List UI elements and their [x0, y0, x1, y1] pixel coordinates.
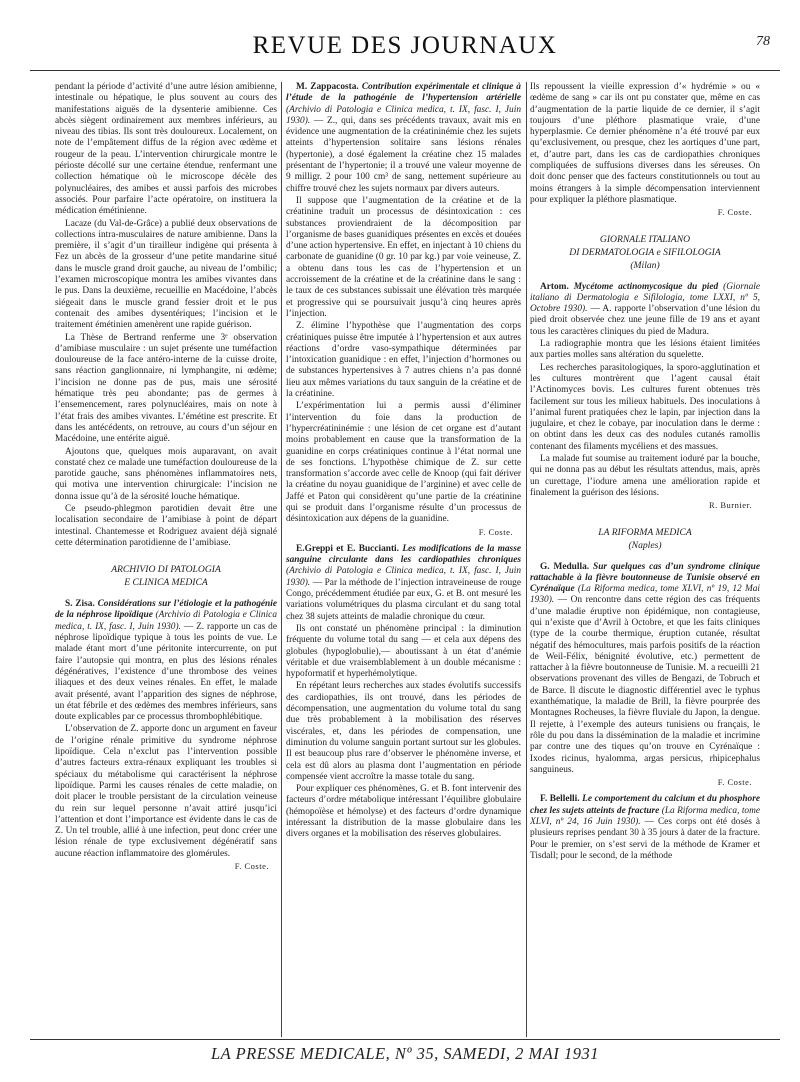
- article: [286, 544, 521, 623]
- signature: F. Coste.: [478, 526, 513, 537]
- paragraph: La radiographie montra que les lésions étaient limitées aux parties molles sans altération du squelette.: [530, 339, 760, 361]
- section-city: (Naples): [628, 539, 662, 551]
- article-lead: — Z., qui, dans ses précédents travaux, avait mis en évidence une augmentation de la créatininémie chez les sujets atteints d’hypertension solitaire sans lésions rénales (hypertonie), a dosé également la créatine chez 15 malades présentant de l’hypertonie; il a trouvé une valeur moyenne de 9 milligr. 2 pour 100 cm³ de sang, nettement supérieure au chiffre trouvé chez les sujets normaux par divers auteurs.: [286, 115, 521, 194]
- article-author: S. Zisa.: [65, 599, 95, 610]
- section-rubric: DI DERMATOLOGIA e SIFILOLOGIA: [569, 246, 721, 258]
- article-author: E.Greppi et E. Buccianti.: [296, 543, 399, 554]
- journal-section-heading: [55, 563, 277, 589]
- paragraph: Ils ont constaté un phénomène principal : la diminution fréquente du volume total du sang — et cela aux dépens des globules (hypoglobulie),— aboutissant à un état d’anémie véritable et due vraisemblablement à un double mécanisme : hypoformatif et hyperhémolytique.: [286, 623, 521, 680]
- paragraph: Pour expliquer ces phénomènes, G. et B. font intervenir des facteurs d’ordre métabolique intéressant l’équilibre globulaire (hémopoïèse et hémolyse) et des facteurs d’ordre dynamique intéressant la distribution de la masse globulaire dans les divers organes et la mobilisation des réserves globulaires.: [286, 784, 521, 840]
- article-author: M. Zappacosta.: [296, 82, 359, 92]
- journal-section-title: REVUE DES JOURNAUX: [252, 32, 558, 59]
- paragraph: La malade fut soumise au traitement ioduré par la bouche, qui ne donna pas au début les résultats attendus, mais, après un curettage, l’iodure amena une amélioration rapide et finalement la guérison des lésions.: [530, 454, 760, 498]
- column-left: [55, 82, 277, 1042]
- paragraph: La Thèse de Bertrand renferme une 3ᵉ observation d’amibiase musculaire : un sujet présente une tuméfaction douloureuse de la face antéro-interne de la cuisse droite, sans réaction ganglionnaire, ni lymphangite, ni œdème; l’incision ne donne pas de pus, mais une sérosité hématique très peu abondante; pas de germes à l’ensemencement, rares polynucléaires, mais on note à l’état frais des amibes vivantes. L’émétine est prescrite. Et dans les antécédents, on retrouve, au cours d’un séjour en Macédoine, une entérite aiguë.: [55, 332, 277, 445]
- article-title: Contribution expérimentale et clinique à l’étude de la pathogénie de l’hypertension artérielle: [286, 82, 521, 104]
- article-author: Artom.: [540, 281, 569, 292]
- column-rule: [281, 82, 282, 1037]
- article-lead: — Z. rapporte un cas de néphrose lipoïdique typique à tous les points de vue. Le malade étant mort d’une péritonite intercurrente, on put faire l’autopsie qui montra, en plus des lésions rénales dégénératives, l’existence d’une thrombose des veines iliaques et des deux veines rénales. En effet, le malade avait présenté, avant l’apparition des signes de néphrose, un état fébrile et des œdèmes des membres inférieurs, sans doute explicables par ce processus thrombophlébitique.: [55, 621, 277, 723]
- paragraph: Lacaze (du Val-de-Grâce) a publié deux observations de collections intra-musculaires de nature amibienne. Dans la première, il s’agit d’un tirailleur indigène qui présenta à Fez un abcès de la grosseur d’une petite mandarine situé dans le muscle grand droit gauche, au niveau de l’ombilic; l’examen microscopique montra les amibes vivantes dans le pus. Dans la deuxième, recueillie en Macédoine, l’abcès siégeait dans le muscle grand fessier droit et le pus contenait des amibes dysentériques; l’incision et le traitement émétinien amenèrent une rapide guérison.: [55, 218, 277, 331]
- article-reference: (La Riforma medica, tome XLVI, nº 19, 12 Mai 1930).: [530, 584, 760, 606]
- article-title: Les modifications de la masse sanguine circulante dans les cardiopathies chroniques: [286, 543, 521, 566]
- article-title: Sur quelques cas d’un syndrome clinique rattachable à la fièvre boutonneuse de Tunisie observé en Cyrénaïque: [530, 561, 760, 595]
- article-reference: (Giornale italiano di Dermatologia e Sifilologia, tome LXXI, nº 5, Octobre 1930).: [530, 281, 760, 315]
- article: [530, 794, 760, 862]
- paragraph: pendant la période d’activité d’une autre lésion amibienne, intestinale ou hépatique, le plus souvent au cours des manifestations aiguës de la dysenterie amibienne. Ces abcès siègent ordinairement aux membres inférieurs, au niveau des tibias. Ils sont très douloureux. Localement, on note de l’empâtement diffus de la région avec œdème et rougeur de la peau. L’intervention chirurgicale montre le périoste décollé sur une certaine étendue, renfermant une collection hématique où le microscope décèle des polynucléaires, des amibes et aussi parfois des microbes associés. Pour parfaire l’acte opératoire, on instituera la médication émétinienne.: [55, 82, 277, 217]
- section-name: GIORNALE ITALIANO: [599, 233, 691, 245]
- article: [286, 82, 521, 195]
- article-author: G. Medulla.: [540, 561, 590, 572]
- paragraph: Ils repoussent la vieille expression d’« hydrémie » ou « œdème de sang » car ils ont pu constater que, même en cas d’augmentation de la partie liquide de ce dernier, il s’agit toujours d’une pléthore plasmatique vraie, d’une hyperplasmie. Ce dernier phénomène n’a été trouvé par eux qu’exclusivement, ou presque, chez les aortiques d’une part, et, d’autre part, dans les cas de cardiopathies chroniques compliquées de suffusions diverses dans les séreuses. On doit donc penser que des facteurs constitutionnels ou tout au moins étrangers à la simple décompensation interviennent pour expliquer la pléthore plasmatique.: [530, 82, 760, 205]
- page-footer: [30, 1039, 780, 1063]
- journal-section-heading: [530, 233, 760, 272]
- column-rule: [526, 82, 527, 1037]
- article: [530, 562, 760, 777]
- section-rubric: E CLINICA MEDICA: [124, 577, 208, 589]
- paragraph: Ajoutons que, quelques mois auparavant, on avait constaté chez ce malade une tuméfaction douloureuse de la parotide gauche, sans phénomènes inflammatoires nets, qui motiva une intervention chirurgicale: l’incision ne donna issue qu’à de la sérosité louche hématique.: [55, 446, 277, 502]
- signature: R. Burnier.: [708, 500, 752, 511]
- article-lead: — A. rapporte l’observation d’une lésion du pied droit observée chez une jeune fille de 19 ans et ayant tous les caractères cliniques du pied de Madura.: [530, 304, 760, 337]
- article-lead: — Par la méthode de l’injection intraveineuse de rouge Congo, précédemment étudiée par eux, G. et B. ont mesuré les variations volumétriques du plasma circulant et du sang total chez 38 sujets atteints de maladie chronique du cœur.: [286, 577, 521, 622]
- paragraph: Ce pseudo-phlegmon parotidien devait être une localisation secondaire de l’amibiase à point de départ intestinal. Chantemesse et Rodriguez avaient déjà signalé cette détermination parotidienne de l’amibiase.: [55, 503, 277, 548]
- article: [55, 599, 277, 723]
- article-lead: — On rencontre dans cette région des cas fréquents d’une maladie éruptive non épidémique, non contagieuse, qui n’existe que d’Avril à Octobre, et que les faits cliniques (type de la courbe thermique, éruption cutanée, résultat négatif des hémocultures, mais parfois positifs de la réaction de Weil-Félix, bénignité évolutive, etc.) permettent de rattacher à la fièvre boutonneuse de Tunisie. M. a recueilli 21 observations provenant des villes de Bengazi, de Tobruch et de Barce. Il discute le diagnostic différentiel avec le typhus exanthématique, la maladie de Brill, la fièvre pourprée des Montagnes Rocheuses, la fièvre fluviale du Japon, la dengue. Il rejette, à l’exemple des auteurs tunisiens ou français, le rôle du pou dans la dissémination de la maladie et incrimine par contre une des tiques qu’on trouve en Cyrénaïque : Ixodes ricinus, hyalomma, argas persicus, rhipicephalus sanguineus.: [530, 595, 760, 775]
- article-reference: (La Riforma medica, tome XLVI, nº 24, 16 Juin 1930).: [530, 805, 760, 828]
- article-title: Considérations sur l’étiologie et la pathogénie de la néphrose lipoïdique: [55, 599, 277, 621]
- page-number: 78: [756, 34, 770, 49]
- article-title: Le comportement du calcium et du phosphore chez les sujets atteints de fracture: [530, 794, 760, 816]
- journal-section-heading: [530, 526, 760, 552]
- section-city: (Milan): [630, 259, 660, 271]
- article-reference: (Archivio di Patologia e Clinica medica, t. IX, fasc. I, Juin 1930).: [286, 566, 521, 588]
- signature: F. Coste.: [234, 861, 269, 871]
- signature: F. Coste.: [717, 777, 752, 788]
- paragraph: Z. élimine l’hypothèse que l’augmentation des corps créatiniques puisse être imputée à l’hypertension et aux autres réactions d’ordre vaso-sympathique déterminées par l’intoxication guanidique : en effet, l’injection d’hormones ou de substances hypertensives à 7 autres chiens n’a pas donné lieu aux mêmes variations du taux sanguin de la créatine et de la créatinine.: [286, 321, 521, 400]
- paragraph: L’observation de Z. apporte donc un argument en faveur de l’origine rénale primitive du syndrome néphrose lipoïdique. Cela n’exclut pas l’intervention possible d’autres facteurs extra-rénaux expliquant les troubles si spéciaux du métabolisme qui caractérisent la néphrose lipoïdique. Parmi les causes rénales de cette maladie, on doit placer le trouble persistant de la circulation veineuse du rein sur lequel personne n’avait attiré jusqu’ici l’attention et dont l’importance est évidente dans le cas de Z. Un tel trouble, allié à une infection, peut donc créer une lésion rénale de type exclusivement dégénératif sans aucune réaction inflammatoire des glomérules.: [55, 724, 277, 859]
- article-author: F. Bellelli.: [540, 794, 580, 805]
- issue-line: LA PRESSE MEDICALE, Nº 35, SAMEDI, 2 MAI 1931: [211, 1044, 599, 1063]
- article-reference: (Archivio di Patologia e Clinica medica, t. IX, fasc. I, Juin 1930).: [55, 610, 277, 632]
- paragraph: Les recherches parasitologiques, la sporo-agglutination et les cultures montrèrent que l’agent causal était l’Actinomyces bovis. Les cultures furent obtenues très facilement sur tous les milieux habituels. Des inoculations à l’animal furent pratiquées chez le lapin, par injection dans la jugulaire, et chez le cobaye, par inoculation dans le derme : on obtint dans les deux cas des nodules cutanés ramollis contenant des filaments mycéliens et des massues.: [530, 362, 760, 452]
- page-header: [30, 30, 780, 71]
- section-name: LA RIFORMA MEDICA: [598, 526, 692, 538]
- paragraph: En répétant leurs recherches aux stades évolutifs successifs des cardiopathies, ils ont trouvé, dans les périodes de décompensation, une augmentation du volume total du sang due très probablement à la mobilisation des réserves viscérales, et, dans les périodes de compensation, une diminution du volume sanguin portant surtout sur les globules. Il est beaucoup plus rare d’observer le phénomène inverse, et cela est dû alors au plasma dont l’augmentation en période compensée vient accroître la masse totale du sang.: [286, 681, 521, 782]
- paragraph: Il suppose que l’augmentation de la créatine et de la créatinine traduit un processus de désintoxication : ces substances proviendraient de la décomposition par l’organisme de bases guanidiques présentes en excès et douées d’une action hypertensive. En effet, en injectant à 10 chiens du carbonate de guanidine (0 gr. 10 par kg.) par voie veineuse, Z. a obtenu dans tous les cas de l’hypertension et un accroissement de la créatine et de la créatinine dans le sang : le taux de ces substances subissait une élévation très marquée et progressive qui se poursuivait jusqu’à cinq heures après l’injection.: [286, 195, 521, 319]
- article: [530, 282, 760, 338]
- article-title: Mycétome actinomycosique du pied: [573, 281, 719, 292]
- article-lead: — Ces corps ont été dosés à plusieurs reprises pendant 30 à 35 jours à dater de la fracture. Pour le premier, on s’est servi de la méthode de Kramer et Tisdall; pour le second, de la méthode: [530, 817, 760, 861]
- signature: F. Coste.: [717, 207, 752, 218]
- column-middle: [286, 82, 521, 1042]
- column-right: [530, 82, 760, 1042]
- paragraph: L’expérimentation lui a permis aussi d’éliminer l’intervention du foie dans la production de l’hypercréatininémie : une lésion de cet organe est d’autant moins probablement en cause que la transformation de la guanidine en corps créatiniques continue à l’état normal une de ses fonctions. L’hypothèse chimique de Z. sur cette transformation s’accorde avec celle de Knoop (qui fait dériver la créatine du noyau guanidique de l’arginine) et avec celle de Jaffé et Paton qui considèrent qu’une partie de la créatinine qui se produit dans l’organisme résulte d’un processus de désintoxication aux dépens de la guanidine.: [286, 401, 521, 525]
- section-name: ARCHIVIO DI PATOLOGIA: [111, 564, 221, 576]
- article-reference: (Archivio di Patologia e Clinica medica, t. IX, fasc. I, Juin 1930).: [286, 104, 521, 126]
